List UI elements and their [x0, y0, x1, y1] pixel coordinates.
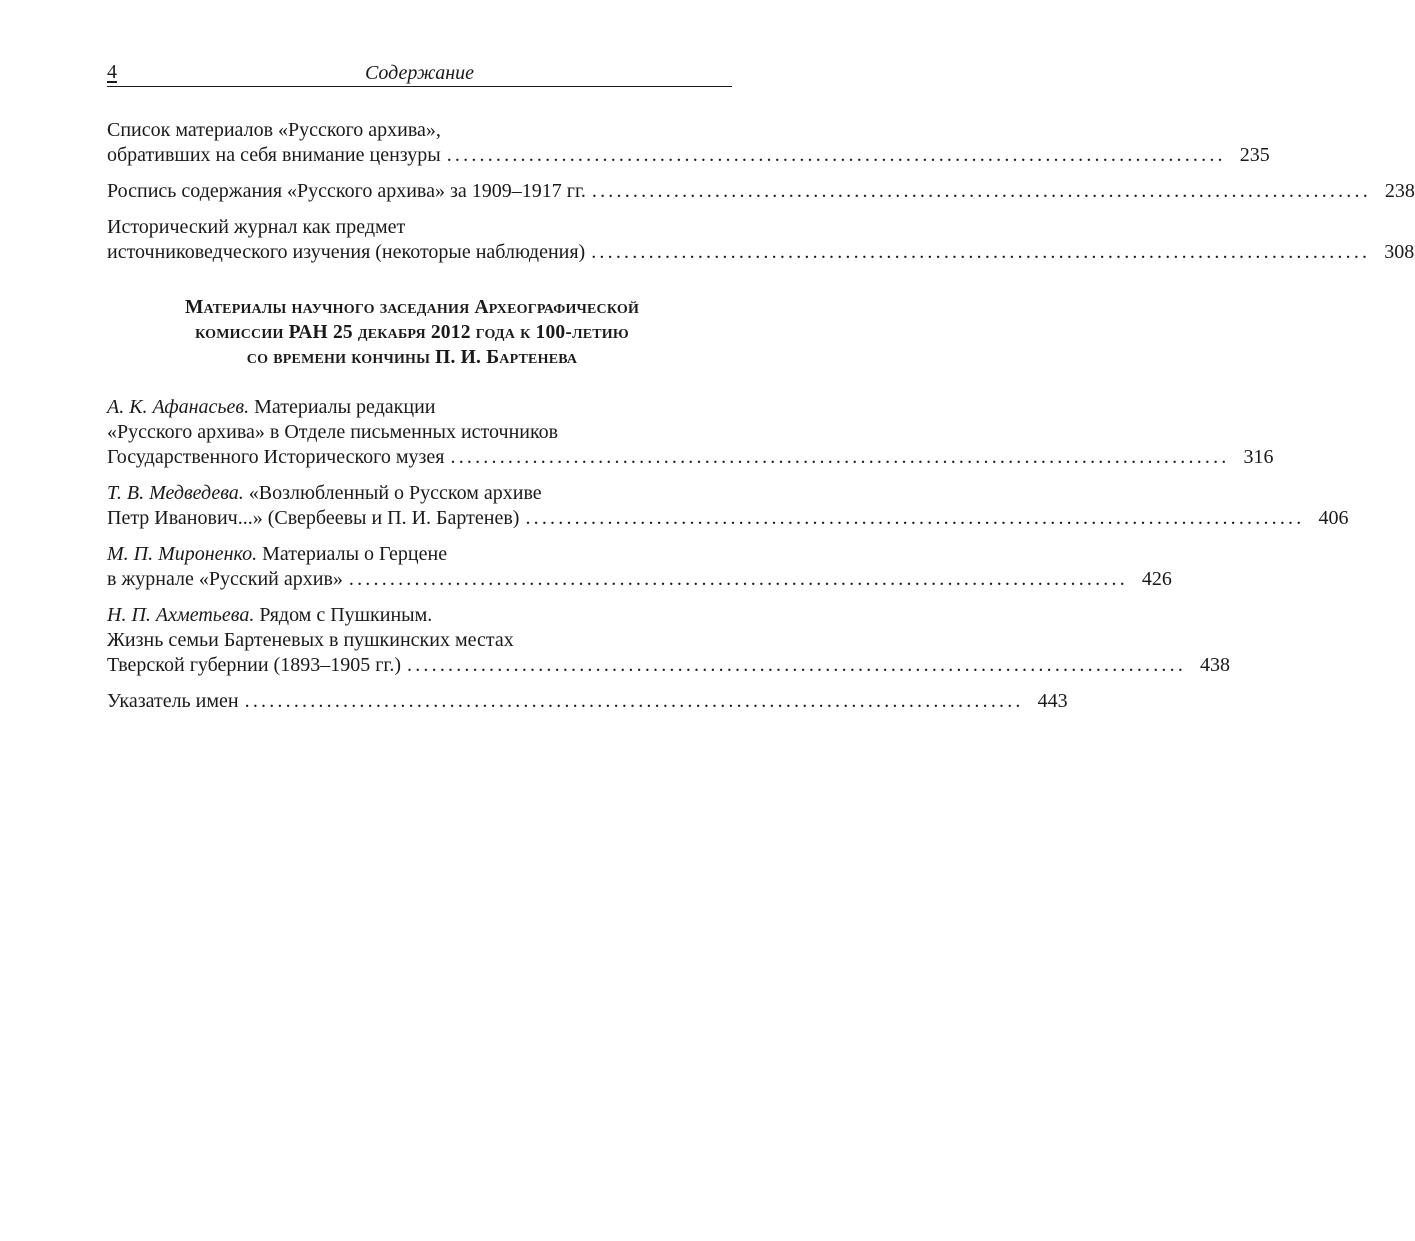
entry-text-line: [107, 481, 717, 506]
entry-last-line: [107, 567, 1172, 592]
entry-last-line: [107, 445, 1274, 470]
section-heading-line: Материалы научного заседания Археографической: [184, 297, 640, 318]
entry-last-line: [107, 653, 1231, 678]
entry-text-line: Список материалов «Русского архива»,: [107, 119, 441, 141]
table-of-contents-part-1: [107, 118, 1415, 265]
entry-page-number: 308: [1384, 241, 1415, 263]
entry-text-line: «Русского архива» в Отделе письменных источников: [107, 421, 559, 443]
entry-last-line: [107, 143, 1270, 168]
entry-page-number: 235: [1239, 144, 1270, 166]
entry-text-line: Исторический журнал как предмет: [107, 216, 406, 238]
entry-text-line: обративших на себя внимание цензуры: [107, 144, 441, 166]
entry-text-line: в журнале «Русский архив»: [107, 568, 343, 590]
book-page: [107, 60, 1415, 714]
entry-author: А. К. Афанасьев.: [107, 396, 250, 418]
entry-text-line: Государственного Исторического музея: [107, 446, 445, 468]
dot-leader: ...............................................................................................: [407, 654, 1187, 676]
table-of-contents-part-2: [107, 395, 1349, 714]
entry-title-start: Материалы о Герцене: [257, 543, 448, 565]
entry-title-start: «Возлюбленный о Русском архиве: [243, 482, 542, 504]
entry-title-start: Материалы редакции: [249, 396, 436, 418]
dot-leader: ...............................................................................................: [446, 144, 1226, 166]
section-heading: [107, 295, 717, 370]
entry-last-line: [107, 240, 1415, 265]
entry-page-number: 238: [1384, 180, 1415, 202]
toc-entry: [107, 395, 1274, 470]
toc-entry: [107, 481, 1349, 531]
dot-leader: ...............................................................................................: [591, 241, 1371, 263]
entry-text-line: Тверской губернии (1893–1905 гг.): [107, 654, 402, 676]
entry-last-line: [107, 506, 1349, 531]
entry-author: М. П. Мироненко.: [107, 543, 258, 565]
entry-text-line: Указатель имен: [107, 690, 239, 712]
entry-text-line: [107, 395, 717, 420]
running-title: Содержание: [364, 62, 475, 84]
entry-text-line: источниковедческого изучения (некоторые наблюдения): [107, 241, 586, 263]
toc-entry: [107, 118, 1270, 168]
entry-text-line: [107, 542, 717, 567]
running-header: [107, 60, 732, 87]
entry-author: Т. В. Медведева.: [107, 482, 244, 504]
entry-last-line: [107, 689, 1068, 714]
toc-entry: [107, 603, 1231, 678]
entry-text-line: Роспись содержания «Русского архива» за 1909–1917 гг.: [107, 180, 586, 202]
entry-page-number: 426: [1141, 568, 1172, 590]
entry-last-line: [107, 179, 1415, 204]
entry-page-number: 406: [1318, 507, 1349, 529]
entry-author: Н. П. Ахметьева.: [107, 604, 255, 626]
section-heading-line: комиссии РАН 25 декабря 2012 года к 100-летию: [195, 322, 629, 343]
entry-page-number: 443: [1037, 690, 1068, 712]
dot-leader: ...............................................................................................: [450, 446, 1230, 468]
toc-entry: [107, 542, 1172, 592]
dot-leader: ...............................................................................................: [591, 180, 1371, 202]
entry-text-line: Жизнь семьи Бартеневых в пушкинских местах: [107, 629, 514, 651]
dot-leader: ...............................................................................................: [348, 568, 1128, 590]
dot-leader: ...............................................................................................: [244, 690, 1024, 712]
dot-leader: ...............................................................................................: [525, 507, 1305, 529]
entry-text-line: [107, 603, 717, 628]
entry-page-number: 316: [1243, 446, 1274, 468]
toc-entry: [107, 689, 1068, 714]
toc-entry: [107, 215, 1415, 265]
entry-title-start: Рядом с Пушкиным.: [254, 604, 433, 626]
section-heading-line: со времени кончины П. И. Бартенева: [246, 347, 578, 368]
page-number: 4: [107, 61, 117, 83]
toc-entry: [107, 179, 1415, 204]
entry-text-line: Петр Иванович...» (Свербеевы и П. И. Бартенев): [107, 507, 520, 529]
entry-page-number: 438: [1200, 654, 1231, 676]
